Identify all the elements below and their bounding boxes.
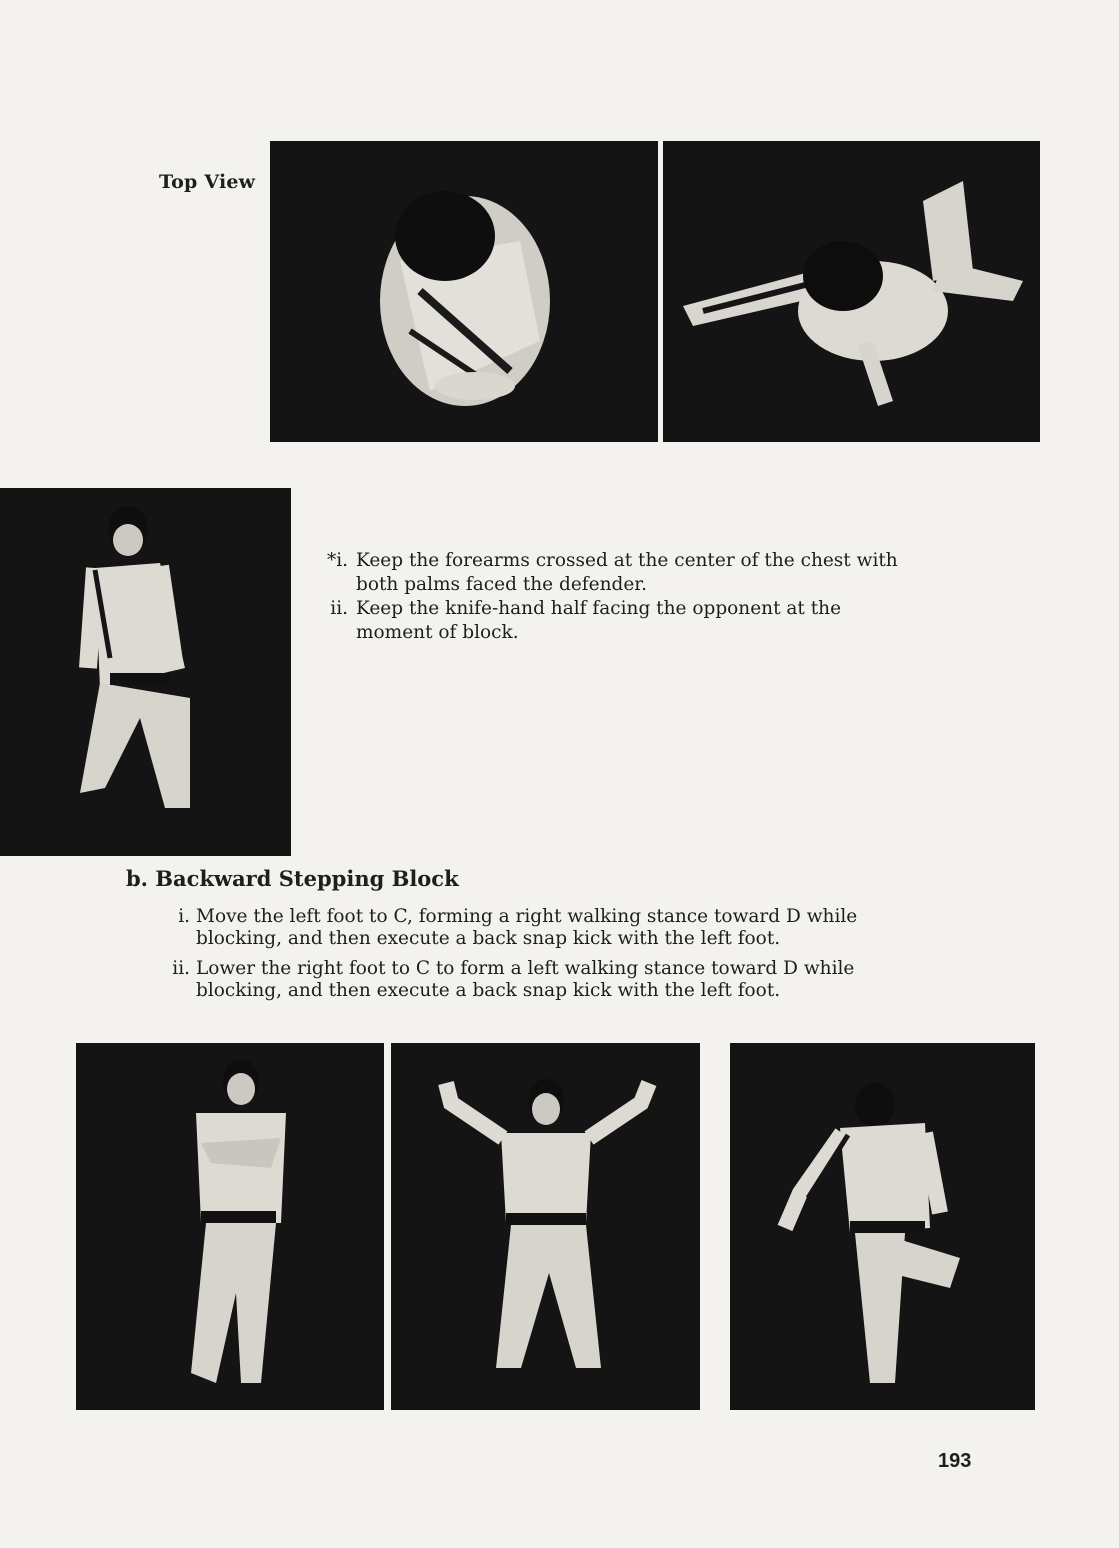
notes-list (304, 549, 904, 645)
stance-photo-front (0, 488, 291, 856)
step-text: Lower the right foot to C to form a left walking stance toward D while blocking, and then execute a back snap kick with the left foot. (196, 958, 855, 1001)
note-number: *i. (326, 550, 348, 571)
top-view-label: Top View (159, 171, 256, 193)
note-text: Keep the forearms crossed at the center of the chest with both palms faced the defender. (356, 550, 898, 595)
steps-list (150, 906, 910, 1010)
sequence-photo-1 (76, 1043, 384, 1410)
note-text: Keep the knife-hand half facing the opponent at the moment of block. (356, 598, 842, 643)
note-item (304, 549, 904, 597)
section-title: b. Backward Stepping Block (126, 866, 459, 891)
step-item (150, 906, 910, 950)
step-number: ii. (172, 958, 190, 979)
sequence-photo-3 (730, 1043, 1035, 1410)
top-view-photo-1 (270, 141, 658, 442)
step-number: i. (178, 906, 190, 927)
sequence-photo-2 (391, 1043, 700, 1410)
top-view-photo-2 (663, 141, 1040, 442)
note-number: ii. (330, 598, 348, 619)
step-text: Move the left foot to C, forming a right walking stance toward D while blocking, and then execute a back snap kick with the left foot. (196, 906, 858, 949)
page-number: 193 (938, 1450, 972, 1472)
step-item (150, 958, 910, 1002)
note-item (304, 597, 904, 645)
